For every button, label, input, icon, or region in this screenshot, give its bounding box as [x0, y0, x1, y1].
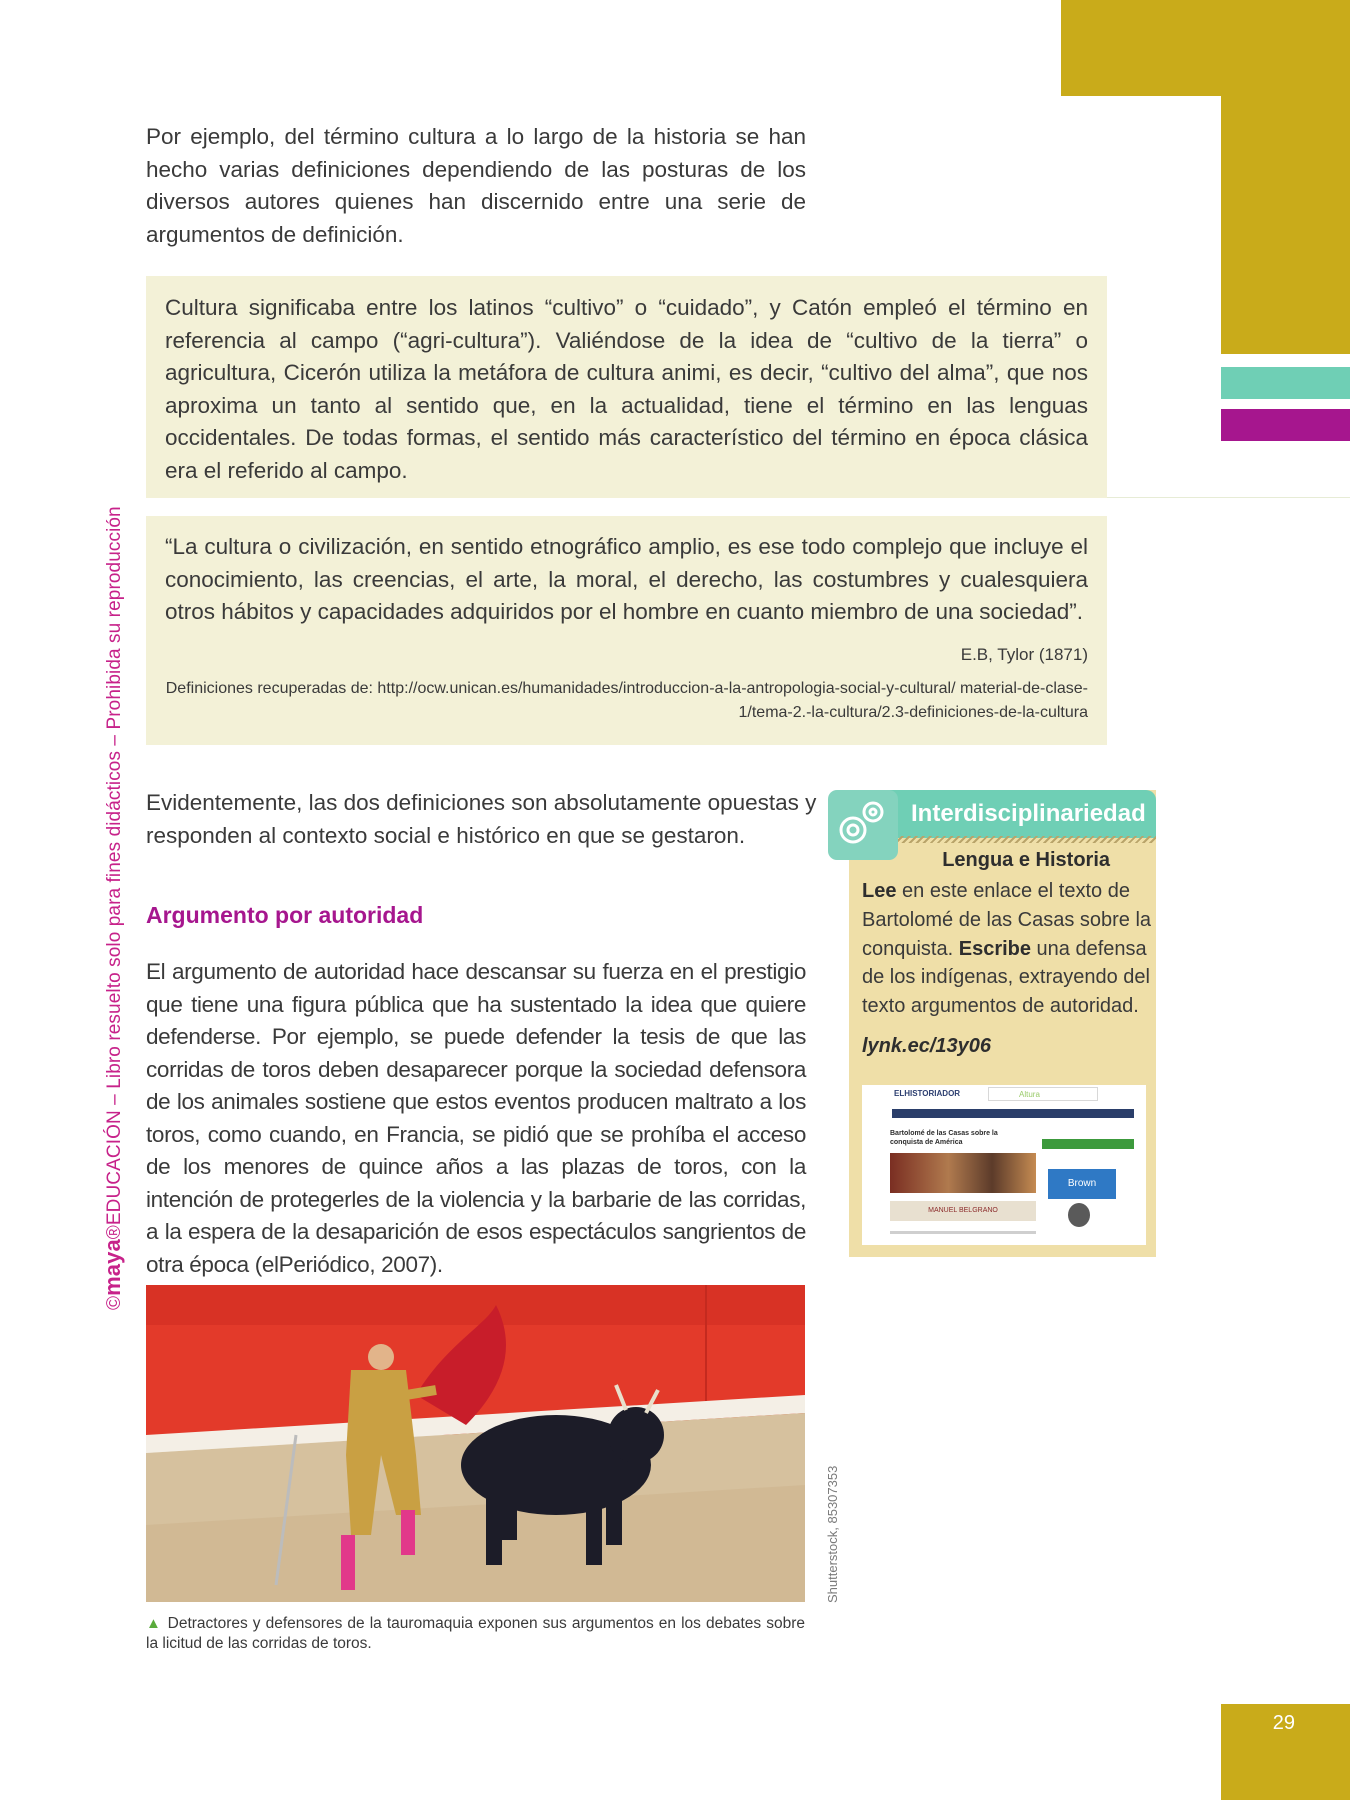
decorative-magenta-bar — [1221, 409, 1350, 441]
thumbnail-promo: Brown — [1048, 1169, 1116, 1199]
photo-caption — [146, 1614, 805, 1654]
page-number: 29 — [1272, 1712, 1295, 1734]
evident-paragraph: Evidentemente, las dos definiciones son absolutamente opuestas y responden al contexto social e histórico en que se gestaron. — [146, 790, 817, 848]
thumbnail-portrait — [1068, 1203, 1090, 1227]
verb-escribe: Escribe — [958, 937, 1031, 960]
triangle-icon: ▲ — [146, 1615, 162, 1632]
bullfight-photo — [146, 1285, 805, 1602]
verb-lee: Lee — [862, 880, 897, 902]
sidebar-text-1: en este enlace el texto de Bartolomé de las Casas sobre la conquista. — [862, 880, 1152, 960]
photo-credit: Shutterstock, 85307353 — [825, 1465, 840, 1603]
sidebar-link[interactable]: lynk.ec/13y06 — [862, 1035, 991, 1057]
intro-paragraph: Por ejemplo, del término cultura a lo largo de la historia se han hecho varias definiciones dependiendo de las posturas de los diversos autores quienes han discernido entre una serie de argumentos de definición. — [146, 124, 806, 247]
website-thumbnail[interactable] — [862, 1085, 1146, 1245]
thumbnail-banner: MANUEL BELGRANO — [890, 1201, 1036, 1221]
section-heading: Argumento por autoridad — [146, 902, 424, 928]
thumbnail-painting — [890, 1153, 1036, 1193]
thumbnail-text-line — [890, 1231, 1036, 1234]
sidebar-instructions — [862, 877, 1152, 1021]
side-copyright — [100, 506, 126, 1310]
tylor-quote: “La cultura o civilización, en sentido etnográfico amplio, es ese todo complejo que incluye el conocimiento, las creencias, el arte, la moral, el derecho, las costumbres y cualesquiera otros hábitos y capacidades adquiridos por el hombre en cuanto miembro de una sociedad”. — [165, 534, 1088, 624]
definition-box-2 — [146, 516, 1107, 745]
sidebar-title: Interdisciplinariedad — [880, 790, 1156, 838]
quote-source: Definiciones recuperadas de: http://ocw.unican.es/humanidades/introduccion-a-la-antropologia-social-y-cultural/ material-de-clase-1/tema-2.-la-cultura/2.3-definiciones-de-la-cultura — [165, 679, 1088, 721]
thumbnail-search: Altura — [988, 1087, 1098, 1101]
brand-name: maya — [100, 1239, 125, 1296]
thumbnail-navbar — [892, 1109, 1134, 1118]
thumbnail-logo: ELHISTORIADOR — [894, 1089, 961, 1098]
authority-paragraph: El argumento de autoridad hace descansar su fuerza en el prestigio que tiene una figura pública que ha sustentado la idea que quiere defenderse. Por ejemplo, se puede defender la tesis de que las corridas de toros deben desaparecer porque la sociedad defensora de los animales sostiene que estos eventos producen maltrato a los toros, como cuando, en Francia, se pidió que se prohíba el acceso de los menores de quince años a las plazas de toros, con la intención de protegerles de la violencia y la barbarie de las corridas, a la espera de la desaparición de esos espectáculos sangrientos de otra época (elPeriódico, 2007). — [146, 959, 806, 1277]
decorative-gold-column — [1221, 96, 1350, 354]
quote-author: E.B, Tylor (1871) — [960, 644, 1088, 664]
thumbnail-green-button — [1042, 1139, 1134, 1149]
thumbnail-headline: Bartolomé de las Casas sobre la conquista de América — [890, 1130, 998, 1146]
decorative-gold-block — [1061, 0, 1350, 96]
definition-box-1 — [146, 276, 1107, 498]
copyright-text: ®EDUCACIÓN – Libro resuelto solo para fines didácticos – Prohibida su reproducción — [104, 506, 125, 1240]
copyright-symbol: © — [104, 1295, 125, 1310]
caption-text: Detractores y defensores de la tauromaquia exponen sus argumentos en los debates sobre la licitud de las corridas de toros. — [146, 1615, 805, 1652]
sidebar-text-2: una defensa de los indígenas, extrayendo del texto argumentos de autoridad. — [862, 937, 1150, 1018]
sidebar-subtitle: Lengua e Historia — [942, 849, 1110, 871]
decorative-teal-bar — [1221, 367, 1350, 399]
sidebar-hatch-decoration — [880, 836, 1156, 843]
definition-text-1: Cultura significaba entre los latinos “cultivo” o “cuidado”, y Catón empleó el término en referencia al campo (“agri-cultura”). Valiéndose de la idea de “cultivo de la tierra” o agricultura, Cicerón utiliza la metáfora de cultura animi, es decir, “cultivo del alma”, que nos aproxima un tanto al sentido que, en la actualidad, tiene el término en las lenguas occidentales. De todas formas, el sentido más característico del término en época clásica era el referido al campo. — [165, 295, 1088, 483]
